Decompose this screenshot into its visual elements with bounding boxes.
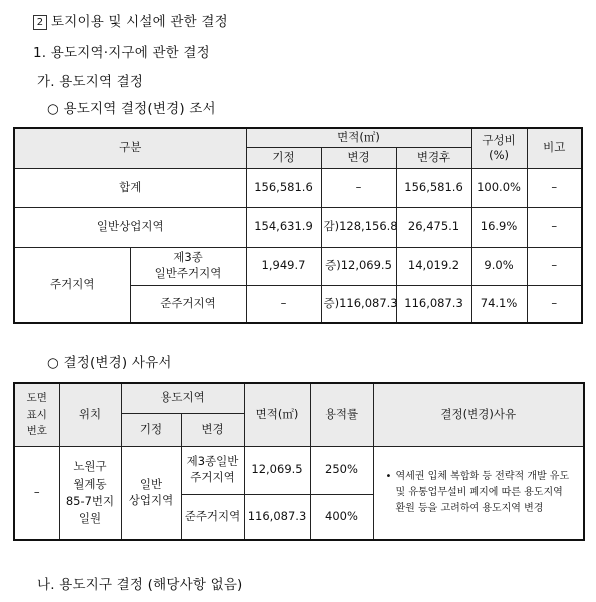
header-ratio: 구성비 (%): [471, 128, 527, 168]
cell-after: 14,019.2: [396, 247, 471, 285]
cell-note: –: [527, 207, 582, 247]
header-category: 구분: [14, 128, 246, 168]
zoning-decision-table: [13, 127, 583, 324]
cell-change: 증)12,069.5: [321, 247, 396, 285]
row-label-commercial: 일반상업지역: [14, 207, 246, 247]
table1-caption: ○ 용도지역 결정(변경) 조서: [47, 101, 216, 117]
header-area-after: 변경후: [396, 147, 471, 168]
section-heading-text: 토지이용 및 시설에 관한 결정: [51, 14, 228, 30]
cell-far-2: 400%: [310, 494, 373, 540]
cell-change: 감)128,156.8: [321, 207, 396, 247]
cell-area-1: 12,069.5: [244, 446, 310, 494]
cell-zone-change-1: 제3종일반 주거지역: [181, 446, 244, 494]
table-row: [14, 247, 582, 285]
cell-existing: 156,581.6: [246, 168, 321, 207]
final-heading: 나. 용도지구 결정 (해당사항 없음): [37, 577, 243, 593]
row-label-semi: 준주거지역: [130, 285, 246, 323]
header-reason: 결정(변경)사유: [373, 383, 584, 446]
cell-zone-existing: 일반 상업지역: [121, 446, 181, 540]
table-row: [14, 168, 582, 207]
cell-note: –: [527, 247, 582, 285]
header-zone-change: 변경: [181, 413, 244, 446]
table-row: [14, 207, 582, 247]
cell-far-1: 250%: [310, 446, 373, 494]
header-note: 비고: [527, 128, 582, 168]
cell-note: –: [527, 168, 582, 207]
header-area-change: 변경: [321, 147, 396, 168]
table-row: [14, 446, 584, 494]
decision-reason-table: [13, 382, 585, 541]
subsection-heading: 1. 용도지역·지구에 관한 결정: [33, 45, 210, 61]
cell-location: 노원구 월계동 85-7번지 일원: [59, 446, 121, 540]
table2-caption: ○ 결정(변경) 사유서: [47, 355, 172, 371]
header-far: 용적률: [310, 383, 373, 446]
row-label-res3: 제3종 일반주거지역: [130, 247, 246, 285]
cell-change: –: [321, 168, 396, 207]
row-label-residential: 주거지역: [14, 247, 130, 323]
cell-existing: 154,631.9: [246, 207, 321, 247]
cell-ratio: 100.0%: [471, 168, 527, 207]
cell-area-2: 116,087.3: [244, 494, 310, 540]
section-heading: [33, 10, 228, 30]
reason-text: 역세권 입체 복합화 등 전략적 개발 유도 및 유통업무설비 폐지에 따른 용도지역 환원 등을 고려하여 용도지역 변경: [395, 470, 570, 514]
cell-existing: 1,949.7: [246, 247, 321, 285]
row-label-total: 합계: [14, 168, 246, 207]
cell-change: 증)116,087.3: [321, 285, 396, 323]
reason-text-wrapper: [386, 469, 574, 517]
cell-ratio: 9.0%: [471, 247, 527, 285]
header-zone: 용도지역: [121, 383, 244, 413]
cell-after: 26,475.1: [396, 207, 471, 247]
cell-map-no: –: [14, 446, 59, 540]
bullet-icon: •: [385, 470, 392, 482]
header-zone-existing: 기정: [121, 413, 181, 446]
header-map-no: 도면 표시 번호: [14, 383, 59, 446]
cell-note: –: [527, 285, 582, 323]
cell-after: 156,581.6: [396, 168, 471, 207]
cell-reason: [373, 446, 584, 540]
section-number-box: 2: [33, 15, 47, 30]
header-location: 위치: [59, 383, 121, 446]
subsubsection-heading: 가. 용도지역 결정: [37, 74, 144, 90]
cell-ratio: 74.1%: [471, 285, 527, 323]
header-area: 면적(㎡): [246, 128, 471, 147]
cell-zone-change-2: 준주거지역: [181, 494, 244, 540]
header-area-existing: 기정: [246, 147, 321, 168]
cell-after: 116,087.3: [396, 285, 471, 323]
cell-existing: –: [246, 285, 321, 323]
cell-ratio: 16.9%: [471, 207, 527, 247]
header-area: 면적(㎡): [244, 383, 310, 446]
